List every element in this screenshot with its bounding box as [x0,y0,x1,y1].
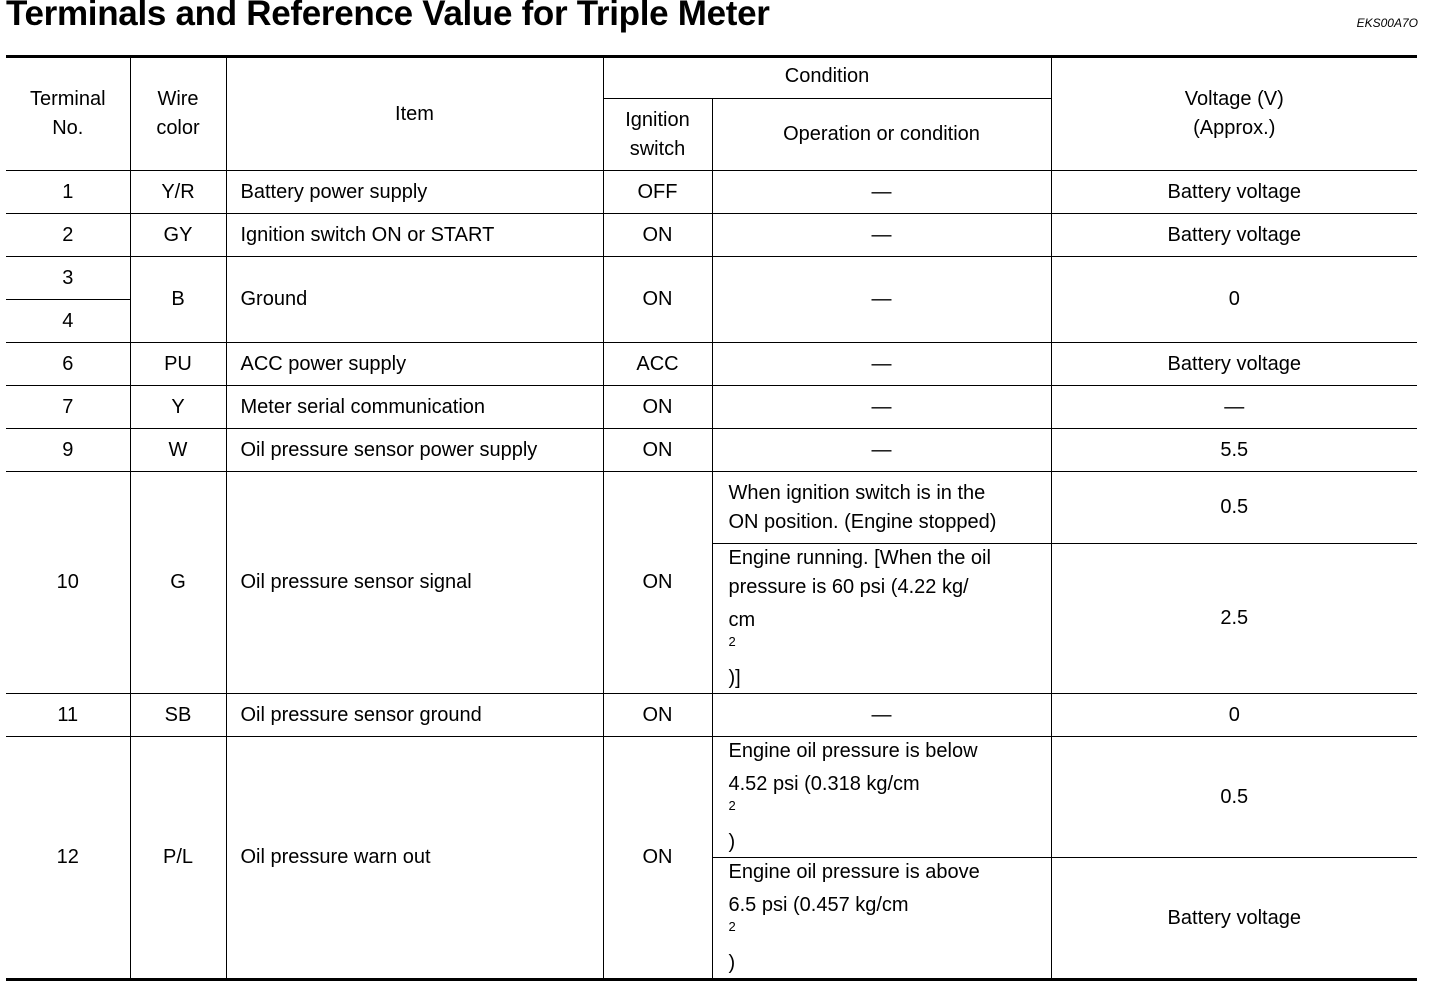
table-row [6,257,1417,300]
operation-cell: Engine oil pressure is below 4.52 psi (0.318 kg/cm $^2$ ) [712,737,1051,858]
ignition-cell: ON [603,472,712,694]
operation-cell: — [712,694,1051,737]
wire-cell: W [130,429,226,472]
ignition-cell: ON [603,429,712,472]
item-cell: Oil pressure sensor signal [226,472,603,694]
operation-cell: Engine running. [When the oil pressure is 60 psi (4.22 kg/ cm $^2$ )] [712,544,1051,694]
table-row [6,386,1417,429]
item-cell: Battery power supply [226,171,603,214]
operation-cell: — [712,429,1051,472]
voltage-cell: Battery voltage [1051,171,1417,214]
voltage-cell: 5.5 [1051,429,1417,472]
terminal-cell: 2 [6,214,130,257]
operation-cell: — [712,257,1051,343]
header-operation: Operation or condition [712,99,1051,171]
terminal-cell: 7 [6,386,130,429]
page-title: Terminals and Reference Value for Triple Meter [6,0,770,33]
header-terminal: Terminal No. [6,57,130,171]
wire-cell: Y [130,386,226,429]
table-row [6,694,1417,737]
terminal-cell: 6 [6,343,130,386]
terminal-cell: 3 [6,257,130,300]
terminal-cell: 11 [6,694,130,737]
item-cell: Oil pressure warn out [226,737,603,980]
operation-cell: — [712,386,1051,429]
header-item: Item [226,57,603,171]
ignition-cell: ON [603,737,712,980]
wire-cell: PU [130,343,226,386]
table-row [6,343,1417,386]
voltage-cell: 0 [1051,257,1417,343]
operation-cell: — [712,171,1051,214]
wire-cell: B [130,257,226,343]
wire-cell: G [130,472,226,694]
voltage-cell: 0 [1051,694,1417,737]
terminals-table [6,55,1417,981]
ignition-cell: ACC [603,343,712,386]
item-cell: ACC power supply [226,343,603,386]
item-cell: Meter serial communication [226,386,603,429]
header-condition: Condition [603,57,1051,99]
header-wire-color: Wire color [130,57,226,171]
ignition-cell: ON [603,214,712,257]
wire-cell: SB [130,694,226,737]
table-row [6,472,1417,544]
operation-cell: Engine oil pressure is above 6.5 psi (0.457 kg/cm $^2$ ) [712,858,1051,980]
item-cell: Ignition switch ON or START [226,214,603,257]
voltage-cell: Battery voltage [1051,858,1417,980]
table-row [6,737,1417,858]
terminal-cell: 1 [6,171,130,214]
table-header-row [6,57,1417,99]
terminal-cell: 12 [6,737,130,980]
ignition-cell: ON [603,386,712,429]
ignition-cell: ON [603,257,712,343]
table-row [6,429,1417,472]
item-cell: Ground [226,257,603,343]
voltage-cell: 2.5 [1051,544,1417,694]
wire-cell: GY [130,214,226,257]
voltage-cell: 0.5 [1051,472,1417,544]
terminal-cell: 10 [6,472,130,694]
ignition-cell: ON [603,694,712,737]
operation-cell: — [712,343,1051,386]
operation-cell: When ignition switch is in the ON position. (Engine stopped) [712,472,1051,544]
operation-cell: — [712,214,1051,257]
terminal-cell: 4 [6,300,130,343]
item-cell: Oil pressure sensor power supply [226,429,603,472]
header-voltage: Voltage (V) (Approx.) [1051,57,1417,171]
voltage-cell: Battery voltage [1051,214,1417,257]
table-row [6,214,1417,257]
header-ignition-switch: Ignition switch [603,99,712,171]
wire-cell: Y/R [130,171,226,214]
voltage-cell: Battery voltage [1051,343,1417,386]
reference-code: EKS00A7O [1356,16,1418,30]
wire-cell: P/L [130,737,226,980]
terminal-cell: 9 [6,429,130,472]
voltage-cell: 0.5 [1051,737,1417,858]
voltage-cell: — [1051,386,1417,429]
item-cell: Oil pressure sensor ground [226,694,603,737]
table-row [6,171,1417,214]
ignition-cell: OFF [603,171,712,214]
